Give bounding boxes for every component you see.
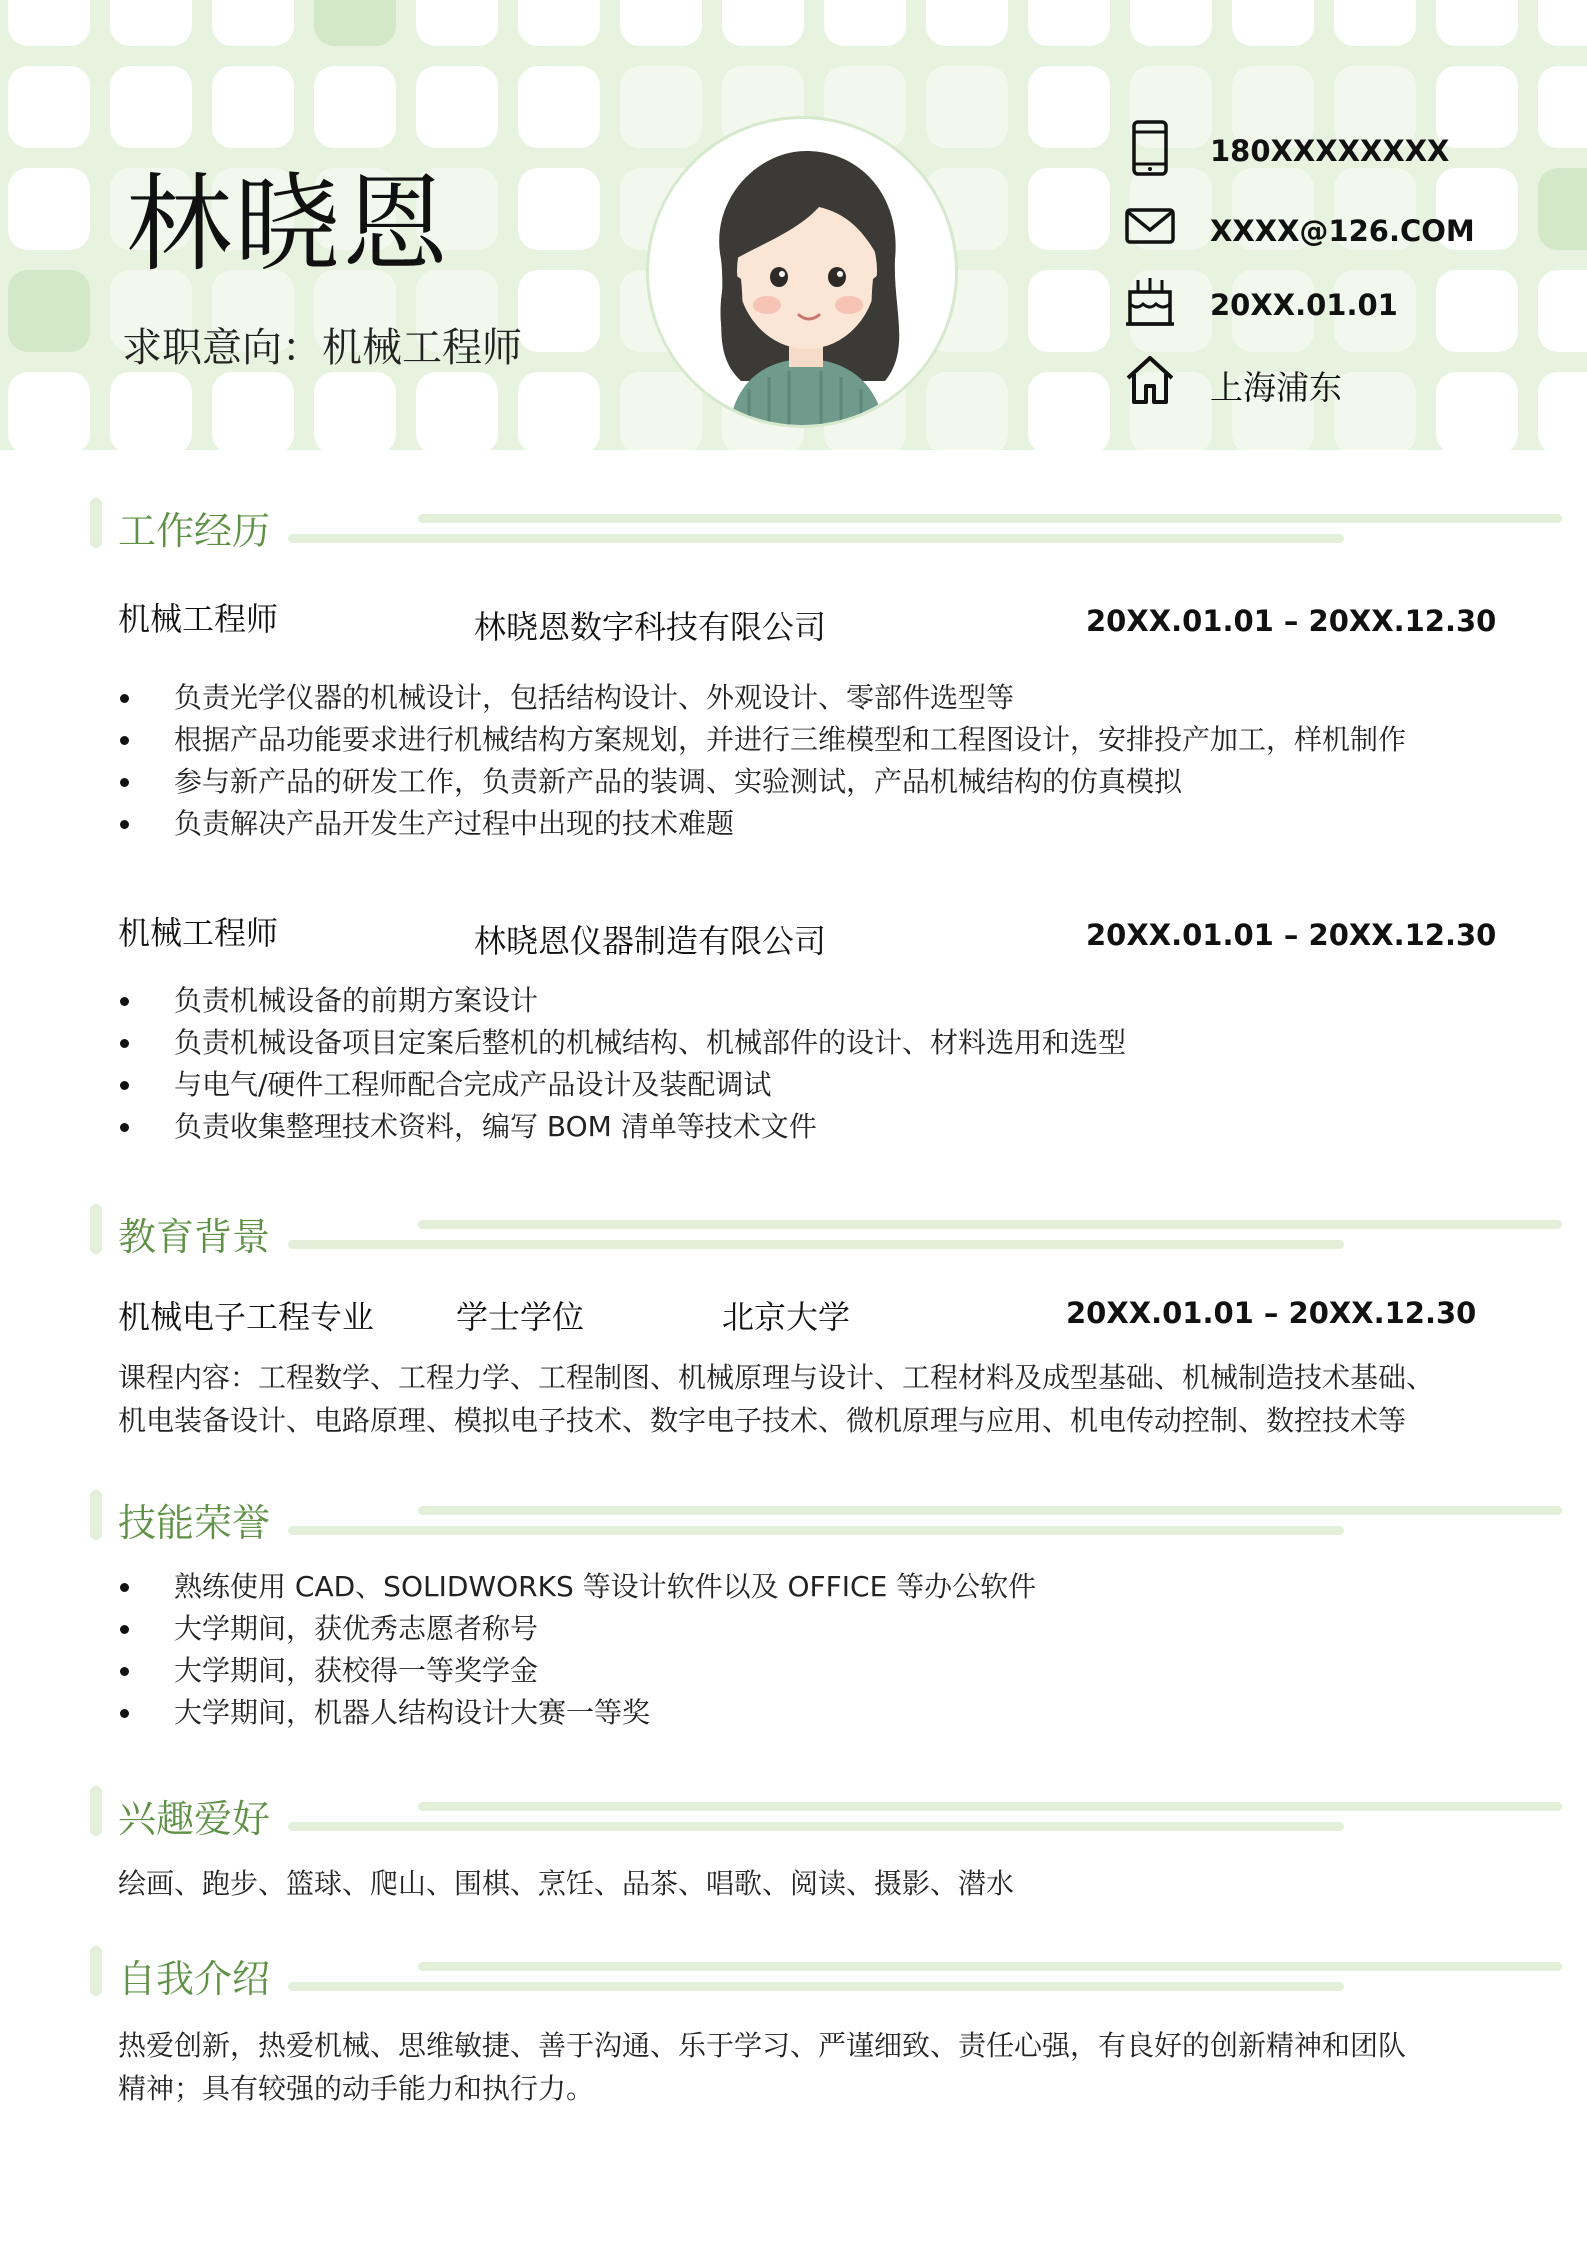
background-tile bbox=[1028, 168, 1110, 250]
background-tile bbox=[1436, 372, 1518, 450]
background-tile bbox=[620, 372, 702, 450]
background-tile bbox=[314, 66, 396, 148]
background-tile bbox=[416, 372, 498, 450]
list-item: 负责机械设备的前期方案设计 bbox=[118, 980, 1508, 1022]
about-line-1: 热爱创新，热爱机械、思维敏捷、善于沟通、乐于学习、严谨细致、责任心强，有良好的创新精神和团队 bbox=[118, 2029, 1407, 2062]
job-entry-2 bbox=[118, 908, 1498, 958]
background-tile bbox=[8, 0, 90, 46]
background-tile bbox=[8, 270, 90, 352]
background-tile bbox=[110, 66, 192, 148]
list-item: 大学期间，获优秀志愿者称号 bbox=[118, 1608, 1508, 1650]
candidate-name: 林晓恩 bbox=[126, 163, 450, 286]
education-degree: 学士学位 bbox=[456, 1298, 585, 1336]
section-divider bbox=[418, 1962, 1562, 1971]
education-date: 20XX.01.01 – 20XX.12.30 bbox=[1066, 1296, 1477, 1330]
resume-header bbox=[0, 0, 1587, 450]
background-tile bbox=[8, 66, 90, 148]
address: 上海浦东 bbox=[1210, 368, 1342, 407]
email-address: XXXX@126.COM bbox=[1210, 214, 1475, 248]
background-tile bbox=[1538, 270, 1587, 352]
job-1-duties bbox=[118, 677, 1508, 845]
list-item: 大学期间，机器人结构设计大赛一等奖 bbox=[118, 1692, 1508, 1734]
background-tile bbox=[1334, 372, 1416, 450]
job-title: 机械工程师 bbox=[118, 600, 279, 638]
section-title: 自我介绍 bbox=[118, 1957, 271, 2001]
section-skills bbox=[88, 1488, 1488, 1544]
list-item: 负责机械设备项目定案后整机的机械结构、机械部件的设计、材料选用和选型 bbox=[118, 1022, 1508, 1064]
background-tile bbox=[1538, 372, 1587, 450]
background-tile bbox=[1538, 0, 1587, 46]
background-tile bbox=[1538, 168, 1587, 250]
section-title: 工作经历 bbox=[118, 509, 271, 553]
cake-icon bbox=[1124, 274, 1176, 330]
background-tile bbox=[110, 0, 192, 46]
section-work-experience bbox=[88, 496, 1488, 552]
skills-list bbox=[118, 1566, 1508, 1734]
education-courses bbox=[118, 1356, 1478, 1442]
background-tile bbox=[1538, 66, 1587, 148]
section-divider bbox=[288, 1822, 1344, 1831]
background-tile bbox=[620, 66, 702, 148]
home-icon bbox=[1124, 352, 1176, 408]
background-tile bbox=[518, 168, 600, 250]
section-divider bbox=[418, 1802, 1562, 1811]
section-accent-bar bbox=[90, 498, 102, 548]
job-title: 机械工程师 bbox=[118, 914, 279, 952]
job-date: 20XX.01.01 – 20XX.12.30 bbox=[1086, 918, 1497, 952]
background-tile bbox=[314, 0, 396, 46]
hobbies-text: 绘画、跑步、篮球、爬山、围棋、烹饪、品茶、唱歌、阅读、摄影、潜水 bbox=[118, 1867, 1015, 1900]
job-company: 林晓恩数字科技有限公司 bbox=[474, 608, 827, 646]
list-item: 根据产品功能要求进行机械结构方案规划，并进行三维模型和工程图设计，安排投产加工，样机制作 bbox=[118, 719, 1508, 761]
phone-icon bbox=[1124, 120, 1176, 176]
background-tile bbox=[1232, 0, 1314, 46]
background-tile bbox=[518, 0, 600, 46]
background-tile bbox=[212, 0, 294, 46]
education-major: 机械电子工程专业 bbox=[118, 1298, 375, 1336]
courses-line-2: 机电装备设计、电路原理、模拟电子技术、数字电子技术、微机原理与应用、机电传动控制、数控技术等 bbox=[118, 1404, 1407, 1437]
section-title: 技能荣誉 bbox=[118, 1501, 271, 1545]
section-accent-bar bbox=[90, 1490, 102, 1540]
phone-number: 180XXXXXXXX bbox=[1210, 134, 1450, 168]
list-item: 参与新产品的研发工作，负责新产品的装调、实验测试，产品机械结构的仿真模拟 bbox=[118, 761, 1508, 803]
background-tile bbox=[1028, 372, 1110, 450]
about-line-2: 精神；具有较强的动手能力和执行力。 bbox=[118, 2072, 595, 2105]
list-item: 大学期间，获校得一等奖学金 bbox=[118, 1650, 1508, 1692]
avatar-illustration bbox=[649, 119, 958, 428]
section-accent-bar bbox=[90, 1204, 102, 1254]
background-tile bbox=[824, 0, 906, 46]
mail-icon bbox=[1124, 200, 1176, 256]
courses-line-1: 课程内容：工程数学、工程力学、工程制图、机械原理与设计、工程材料及成型基础、机械制造技术基础、 bbox=[118, 1361, 1435, 1394]
background-tile bbox=[416, 0, 498, 46]
job-date: 20XX.01.01 – 20XX.12.30 bbox=[1086, 604, 1497, 638]
section-divider bbox=[418, 514, 1562, 523]
job-2-duties bbox=[118, 980, 1508, 1148]
background-tile bbox=[926, 66, 1008, 148]
avatar bbox=[646, 116, 958, 428]
section-accent-bar bbox=[90, 1786, 102, 1836]
background-tile bbox=[212, 66, 294, 148]
background-tile bbox=[1334, 0, 1416, 46]
background-tile bbox=[1028, 0, 1110, 46]
list-item: 负责收集整理技术资料，编写 BOM 清单等技术文件 bbox=[118, 1106, 1508, 1148]
background-tile bbox=[314, 372, 396, 450]
section-divider bbox=[288, 1526, 1344, 1535]
section-divider bbox=[418, 1506, 1562, 1515]
background-tile bbox=[1028, 270, 1110, 352]
section-education bbox=[88, 1202, 1488, 1258]
section-divider bbox=[288, 1982, 1344, 1991]
background-tile bbox=[416, 66, 498, 148]
background-tile bbox=[110, 372, 192, 450]
section-accent-bar bbox=[90, 1946, 102, 1996]
background-tile bbox=[8, 372, 90, 450]
background-tile bbox=[620, 0, 702, 46]
job-company: 林晓恩仪器制造有限公司 bbox=[474, 922, 827, 960]
background-tile bbox=[722, 0, 804, 46]
background-tile bbox=[518, 66, 600, 148]
section-title: 教育背景 bbox=[118, 1215, 271, 1259]
section-title: 兴趣爱好 bbox=[118, 1797, 271, 1841]
list-item: 负责解决产品开发生产过程中出现的技术难题 bbox=[118, 803, 1508, 845]
section-divider bbox=[418, 1220, 1562, 1229]
section-divider bbox=[288, 1240, 1344, 1249]
background-tile bbox=[926, 372, 1008, 450]
background-tile bbox=[926, 0, 1008, 46]
background-tile bbox=[1028, 66, 1110, 148]
background-tile bbox=[1436, 270, 1518, 352]
background-tile bbox=[8, 168, 90, 250]
background-tile bbox=[1130, 0, 1212, 46]
list-item: 熟练使用 CAD、SOLIDWORKS 等设计软件以及 OFFICE 等办公软件 bbox=[118, 1566, 1508, 1608]
background-tile bbox=[1436, 0, 1518, 46]
job-intent: 求职意向：机械工程师 bbox=[122, 325, 522, 371]
education-school: 北京大学 bbox=[722, 1298, 851, 1336]
section-self-introduction bbox=[88, 1944, 1488, 2000]
background-tile bbox=[518, 372, 600, 450]
birth-date: 20XX.01.01 bbox=[1210, 288, 1398, 322]
education-entry bbox=[118, 1292, 1498, 1342]
job-entry-1 bbox=[118, 594, 1498, 644]
list-item: 与电气/硬件工程师配合完成产品设计及装配调试 bbox=[118, 1064, 1508, 1106]
background-tile bbox=[518, 270, 600, 352]
section-divider bbox=[288, 534, 1344, 543]
self-introduction-text bbox=[118, 2024, 1478, 2110]
background-tile bbox=[212, 372, 294, 450]
list-item: 负责光学仪器的机械设计，包括结构设计、外观设计、零部件选型等 bbox=[118, 677, 1508, 719]
section-hobbies bbox=[88, 1784, 1488, 1840]
